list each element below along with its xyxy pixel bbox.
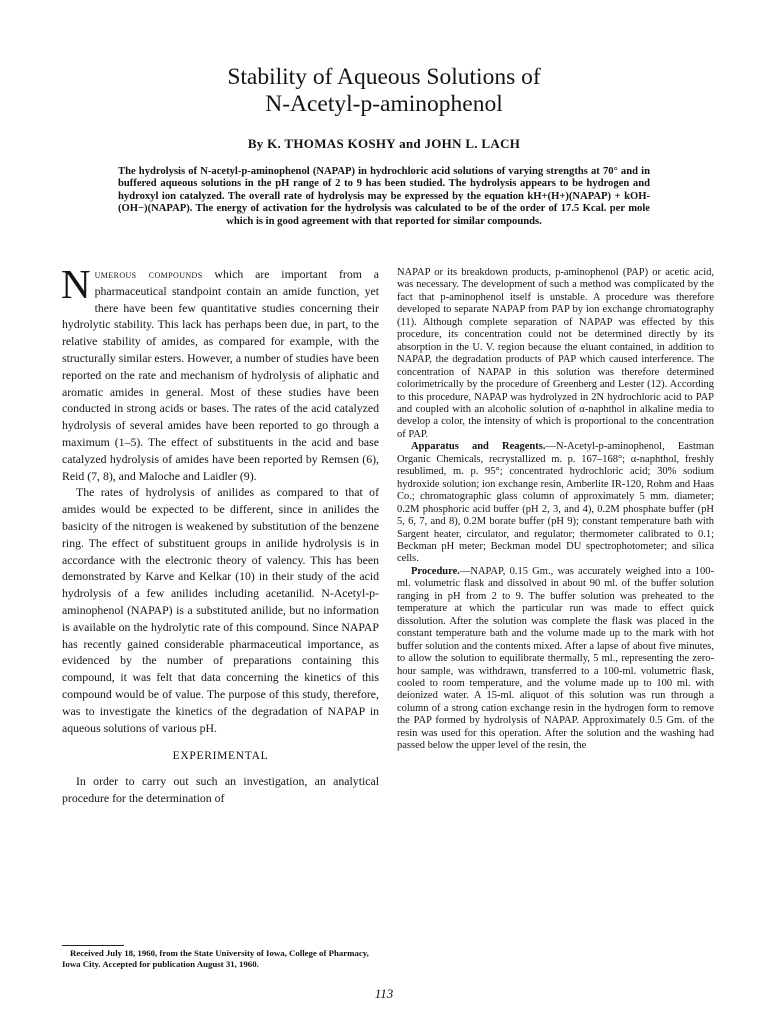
- intro-paragraph-1: [61, 261, 379, 484]
- apparatus-heading: Apparatus and Reagents.: [411, 441, 546, 453]
- abstract: The hydrolysis of N-acetyl-p-aminophenol (NAPAP) in hydrochloric acid solutions of varying strengths at 70° and in buffered aqueous solutions in the pH range of 2 to 9 has been studied. The hydrolysis appears to be hydrogen and hydroxyl ion catalyzed. The overall rate of hydrolysis may be expressed by the equation kH+(H+)(NAPAP) + kOH-(OH−)(NAPAP). The energy of activation for the hydrolysis was calculated to be of the order of 17.5 Kcal. per mole which is in good agreement with that reported for similar compounds.: [118, 166, 650, 227]
- page-number: 113: [374, 986, 394, 1001]
- experimental-paragraph-1: In order to carry out such an investigation, an analytical procedure for the determination of: [62, 774, 379, 805]
- lead-in-smallcaps: umerous compounds: [94, 267, 203, 281]
- procedure-paragraph: [397, 566, 714, 753]
- title-line-1: Stability of Aqueous Solutions of: [227, 64, 541, 90]
- intro-paragraph-2: The rates of hydrolysis of anilides as compared to that of amides would be expected to be different, since in anilides the basicity of the nitrogen is weakened by substitution of the benzene ring. The effect of substituent groups in anilide hydrolysis is in accordance with the electronic theory of valency. This has been demonstrated by Karve and Kelkar (10) in their study of the acid hydrolysis of a few anilides including acetanilid. N-Acetyl-p-aminophenol (NAPAP) is a substituted anilide, but no information is available on the hydrolytic rate of this compound. Since NAPAP has recently gained considerable pharmaceutical importance, as evidenced by the number of preparations containing this compound, it was felt that data concerning the kinetics of this compound would be of value. The purpose of this study, therefore, was to investigate the kinetics of the degradation of NAPAP in aqueous solutions of various pH.: [62, 485, 379, 735]
- drop-cap: N: [61, 261, 91, 307]
- article-title: [0, 64, 768, 118]
- apparatus-text: —N-Acetyl-p-aminophenol, Eastman Organic Chemicals, recrystallized m. p. 167–168°; α-naphthol, freshly resublimed, m. p. 95°; concentrated hydrochloric acid; 30% sodium hydroxide solution; ion exchange resin, Amberlite IR-120, Rohm and Haas Co.; chromatographic glass column of approximately 5 mm. diameter; 0.2M phosphoric acid buffer (pH 2, 3, and 4), 0.2M phosphate buffer (pH 5, 6, 7, and 8), 0.2M borate buffer (pH 9); constant temperature bath with Sargent heater, circulator, and regulator; thermometer calibrated to 0.1; Beckman pH meter; Beckman model DU spectrophotometer; and silica cells.: [397, 441, 714, 565]
- title-line-2: N-Acetyl-p-aminophenol: [265, 91, 503, 117]
- footnote: Received July 18, 1960, from the State University of Iowa, College of Pharmacy, Iowa City. Accepted for publication August 31, 1960.: [62, 948, 369, 969]
- right-column: [397, 267, 714, 753]
- section-heading-experimental: EXPERIMENTAL: [172, 750, 269, 763]
- procedure-heading: Procedure.: [411, 565, 460, 577]
- procedure-text: —NAPAP, 0.15 Gm., was accurately weighed into a 100-ml. volumetric flask and dissolved in about 90 ml. of the buffer solution ranging in pH from 2 to 9. The buffer solution was preheated to the temperature at which the particular run was made to effect quick dissolution. After the solution was complete the flask was placed in the constant temperature bath and the volume made up to the mark with hot buffer solution and the contents mixed. After a lapse of about five minutes, to allow the solution to equilibrate thermally, 5 ml., representing the zero-hour sample, was withdrawn, transferred to a 100-ml. volumetric flask, cooled to room temperature, and the volume made up to 100 ml. with deionized water. A 15-ml. aliquot of this solution was run through a column of a strong cation exchange resin in the hydrogen form to remove the PAP formed by hydrolysis of NAPAP. Approximately 0.5 Gm. of the resin was used for this operation. After the solution and the washing had passed below the upper level of the resin, the: [397, 565, 714, 752]
- footnote-rule: [62, 945, 124, 946]
- left-column: [61, 261, 379, 807]
- method-paragraph: NAPAP or its breakdown products, p-aminophenol (PAP) or acetic acid, was necessary. The development of such a method was complicated by the fact that p-aminophenol itself is unstable. A procedure was therefore developed to separate NAPAP from PAP by ion exchange chromatography (11). Although complete separation of NAPAP was effected by this procedure, its concentration could not be determined directly by its absorption in the U. V. region because the eluant contained, in addition to NAPAP, the degradation products of PAP which caused interference. The concentration of NAPAP in this solution was therefore determined colorimetrically by the procedure of Greenberg and Lester (12). According to this procedure, NAPAP was hydrolyzed in 2N hydrochloric acid to PAP and coupled with an alcoholic solution of α-naphthol in alkaline media to develop a color, the intensity of which is proportional to the concentration of PAP.: [397, 267, 714, 440]
- intro-paragraph-1-text: which are important from a pharmaceutical standpoint contain an amide function, yet there have been few quantitative studies concerning their hydrolytic stability. This lack has perhaps been due, in part, to the relative stability of amides, as compared for example, with the structurally similar esters. However, a number of studies have been reported on the rate and mechanism of hydrolysis of aliphatic and aromatic amides in general. Most of these studies have been conducted in strong acids or bases. The rates of the acid catalyzed hydrolysis of several amides have been reported to go through a maximum (1–5). The effect of substituents in the acid and base catalyzed hydrolysis of amides have been reported by Remsen (6), Reid (7, 8), and Maloche and Laidler (9).: [62, 267, 379, 483]
- author-byline: By K. THOMAS KOSHY and JOHN L. LACH: [247, 136, 521, 151]
- apparatus-paragraph: [397, 441, 714, 566]
